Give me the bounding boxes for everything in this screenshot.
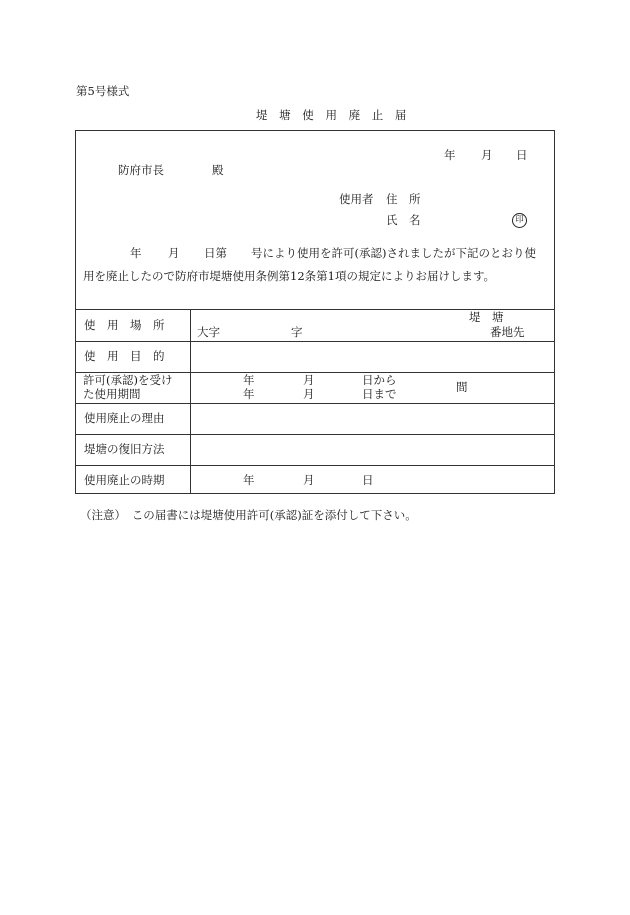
row-divider [76,403,554,404]
row-divider [76,341,554,342]
addressee: 防府市長 [118,163,164,177]
body-line1-rest: 号により使用を許可(承認)されましたが下記のとおり使 [251,246,536,260]
applicant-label: 使用者 [339,192,374,206]
address-label: 住 所 [386,192,421,206]
restore-label: 堤塘の復旧方法 [84,442,165,456]
place-label: 使 用 場 所 [84,318,165,332]
place-teito: 堤 塘 [469,310,504,324]
place-oaza: 大字 [197,325,220,339]
period-from-day: 日から [362,373,397,387]
period-from-year: 年 [243,373,255,387]
period-to-month: 月 [303,387,315,401]
period-label-line1: 許可(承認)を受け [83,373,173,387]
page-title: 堤 塘 使 用 廃 止 届 [256,108,411,122]
body-year: 年 [130,246,142,260]
honorific: 殿 [212,163,224,177]
time-month: 月 [303,473,315,487]
period-label-line2: た使用期間 [83,387,141,401]
purpose-label: 使 用 目 的 [84,349,165,363]
form-number: 第5号様式 [76,84,130,98]
form-box [75,130,555,494]
column-divider [190,309,191,493]
note-text: （注意） この届書には堤塘使用許可(承認)証を添付して下さい。 [80,508,417,522]
seal-mark: 印 [512,213,527,228]
reason-label: 使用廃止の理由 [84,411,165,425]
row-divider [76,434,554,435]
date-year: 年 [444,148,456,162]
period-to-year: 年 [243,387,255,401]
time-day: 日 [362,473,374,487]
name-label: 氏 名 [386,213,421,227]
row-divider [76,465,554,466]
place-banchi: 番地先 [490,325,525,339]
period-from-month: 月 [303,373,315,387]
body-month: 月 [168,246,180,260]
period-between: 間 [456,380,468,394]
body-line2: 用を廃止したので防府市堤塘使用条例第12条第1項の規定によりお届けします。 [83,269,496,283]
time-label: 使用廃止の時期 [84,473,165,487]
date-day: 日 [516,148,528,162]
time-year: 年 [243,473,255,487]
body-day: 日第 [204,246,227,260]
date-month: 月 [481,148,493,162]
place-aza: 字 [291,325,303,339]
period-to-day: 日まで [362,387,397,401]
